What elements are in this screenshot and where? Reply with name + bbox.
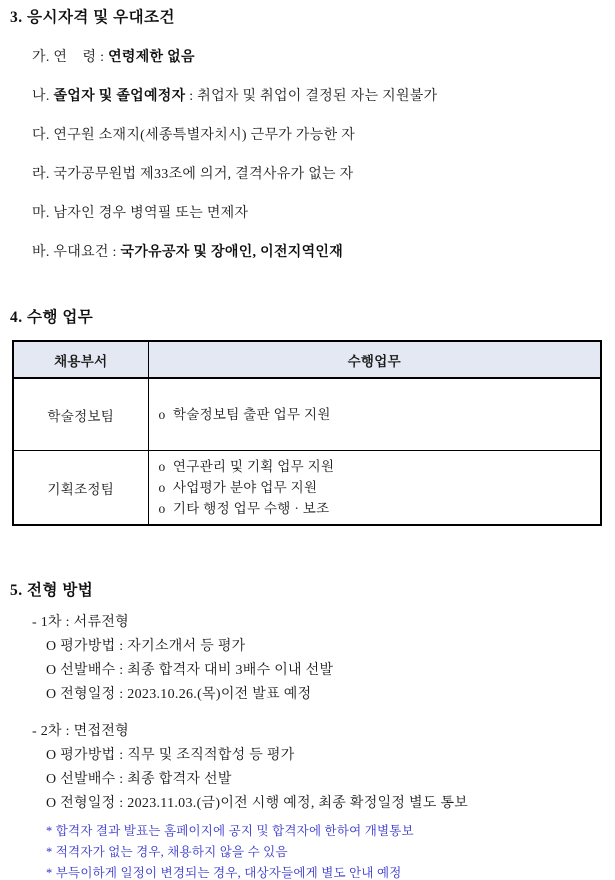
- table-header-tasks: 수행업무: [148, 341, 601, 378]
- item-text-normal: 가. 연 령 :: [32, 50, 109, 65]
- section5-heading: 5. 전형 방법: [10, 582, 94, 599]
- section4-heading: 4. 수행 업무: [10, 309, 94, 326]
- task-item: o 학술정보팀 출판 업무 지원: [158, 407, 331, 422]
- item-text-bold: 졸업자 및 졸업예정자: [53, 89, 186, 104]
- round1-title: - 1차 : 서류전형: [32, 615, 129, 630]
- item-text-normal: 나.: [32, 89, 54, 104]
- round2-selection-ratio: O 선발배수 : 최종 합격자 선발: [46, 772, 232, 787]
- round1-schedule: O 전형일정 : 2023.10.26.(목)이전 발표 예정: [46, 687, 312, 702]
- eligibility-item-ba: [32, 245, 615, 260]
- footnotes: [0, 825, 615, 880]
- round1-selection-ratio: O 선발배수 : 최종 합격자 대비 3배수 이내 선발: [46, 663, 334, 678]
- eligibility-item-ma: [32, 206, 615, 221]
- round1-eval-method: O 평가방법 : 자기소개서 등 평가: [46, 639, 246, 654]
- round2-eval-method: O 평가방법 : 직무 및 조직적합성 등 평가: [46, 748, 295, 763]
- selection-round-2: [0, 724, 615, 811]
- table-header-dept: 채용부서: [13, 341, 148, 378]
- task-item: o 사업평가 분야 업무 지원: [158, 480, 318, 495]
- item-text-bold: 국가유공자 및 장애인, 이전지역인재: [120, 245, 344, 260]
- section3-items: [0, 50, 615, 260]
- selection-round-1: [0, 615, 615, 702]
- item-text-normal: : 취업자 및 취업이 결정된 자는 지원불가: [185, 89, 438, 104]
- eligibility-item-ga: [32, 50, 615, 65]
- dept-cell: 학술정보팀: [13, 378, 148, 451]
- round2-title: - 2차 : 면접전형: [32, 724, 129, 739]
- item-text-normal: 라. 국가공무원법 제33조에 의거, 결격사유가 없는 자: [32, 167, 354, 182]
- tasks-cell: [148, 451, 601, 526]
- task-item: o 기타 행정 업무 수행 · 보조: [158, 501, 330, 516]
- eligibility-item-ra: [32, 167, 615, 182]
- tasks-cell: [148, 378, 601, 451]
- duties-table: [12, 340, 602, 526]
- note-schedule-change: * 부득이하게 일정이 변경되는 경우, 대상자들에게 별도 안내 예정: [46, 866, 402, 880]
- table-row: [13, 378, 601, 451]
- table-row: [13, 451, 601, 526]
- note-no-hire: * 적격자가 없는 경우, 채용하지 않을 수 있음: [46, 845, 288, 859]
- item-text-normal: 마. 남자인 경우 병역필 또는 면제자: [32, 206, 249, 221]
- dept-cell: 기획조정팀: [13, 451, 148, 526]
- eligibility-item-na: [32, 89, 615, 104]
- item-text-normal: 다. 연구원 소재지(세종특별자치시) 근무가 가능한 자: [32, 128, 356, 143]
- item-text-bold: 연령제한 없음: [108, 50, 195, 65]
- item-text-normal: 바. 우대요건 :: [32, 245, 121, 260]
- eligibility-item-da: [32, 128, 615, 143]
- task-item: o 연구관리 및 기획 업무 지원: [158, 459, 335, 474]
- table-header-row: [13, 341, 601, 378]
- note-result-announcement: * 합격자 결과 발표는 홈페이지에 공지 및 합격자에 한하여 개별통보: [46, 824, 414, 838]
- round2-schedule: O 전형일정 : 2023.11.03.(금)이전 시행 예정, 최종 확정일정 별도 통보: [46, 796, 469, 811]
- section3-heading: 3. 응시자격 및 우대조건: [10, 9, 176, 26]
